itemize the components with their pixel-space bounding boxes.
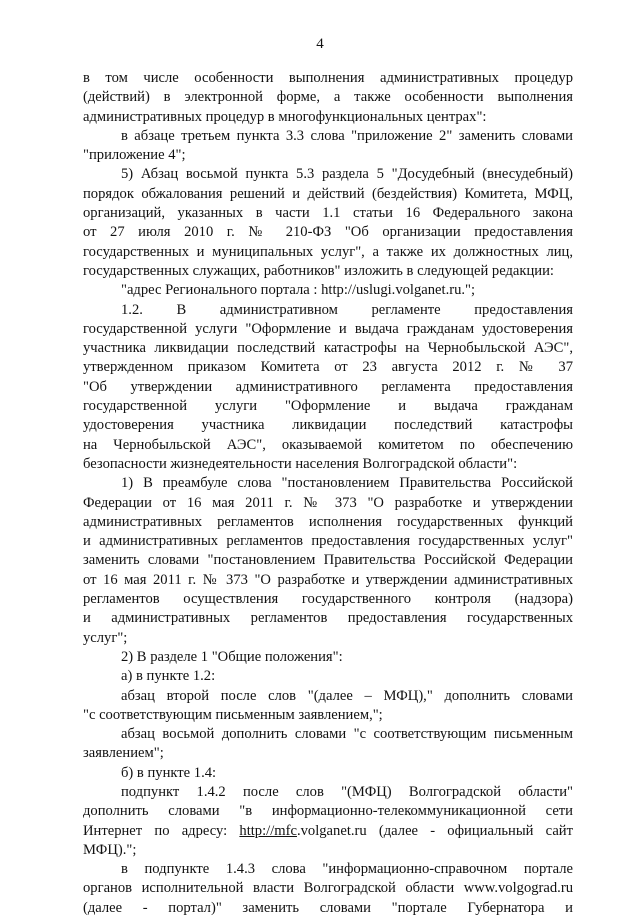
text-line: утвержденном приказом Комитета от 23 августа 2012 г. № 37: [83, 359, 573, 376]
text-line: организаций, указанных в части 1.1 статьи 16 Федерального закона: [83, 205, 573, 222]
text-line: абзац восьмой дополнить словами "с соответствующим письменным: [121, 726, 573, 743]
text-line: "приложение 4";: [83, 147, 186, 164]
text-line: регламентов осуществления государственного контроля (надзора): [83, 591, 573, 608]
text-line: МФЦ).";: [83, 841, 137, 858]
text-line: административных регламентов исполнения государственных функций: [83, 513, 573, 530]
text-line: и административных регламентов предоставления государственных услуг": [83, 533, 573, 550]
text-line: удостоверения участника ликвидации последствий катастрофы: [83, 417, 573, 434]
text-line: участника ликвидации последствий катастрофы на Чернобыльской АЭС",: [83, 340, 573, 357]
text-line: б) в пункте 1.4:: [121, 764, 217, 781]
text-line: от 27 июля 2010 г. № 210-ФЗ "Об организации предоставления: [83, 224, 573, 241]
text-line: заменить словами "постановлением Правительства Российской Федерации: [83, 552, 573, 569]
text-line: Федерации от 16 мая 2011 г. № 373 "О разработке и утверждении: [83, 494, 573, 511]
text-line: порядок обжалования решений и действий (бездействия) Комитета, МФЦ,: [83, 185, 573, 202]
text-line: государственной услуги "Оформление и выдача гражданам: [83, 398, 573, 415]
text-line: "адрес Регионального портала : http://uslugi.volganet.ru.";: [121, 282, 476, 299]
text-line: государственной услуги "Оформление и выдача гражданам удостоверения: [83, 320, 573, 337]
text-line: (действий) в электронной форме, а также особенности выполнения: [83, 89, 573, 106]
text-line: и административных регламентов предоставления государственных: [83, 610, 573, 627]
text-line: в подпункте 1.4.3 слова "информационно-справочном портале: [121, 861, 573, 878]
page-number: 4: [316, 36, 324, 52]
text-line: абзац второй после слов "(далее – МФЦ)," дополнить словами: [121, 687, 573, 704]
text-line: 5) Абзац восьмой пункта 5.3 раздела 5 "Досудебный (внесудебный): [121, 166, 573, 183]
text-line: в том числе особенности выполнения административных процедур: [83, 70, 573, 86]
text-line: на Чернобыльской АЭС", оказываемой комитетом по обеспечению: [83, 436, 573, 453]
text-line: подпункт 1.4.2 после слов "(МФЦ) Волгоградской области": [121, 783, 573, 800]
text-line: от 16 мая 2011 г. № 373 "О разработке и утверждении административных: [83, 571, 573, 588]
text-line: 1) В преамбуле слова "постановлением Правительства Российской: [121, 475, 573, 492]
text-line: услуг";: [83, 629, 128, 646]
text-line: Интернет по адресу: http://mfc.volganet.ru (далее - официальный сайт: [83, 822, 573, 839]
text-line: "Об утверждении административного регламента предоставления: [83, 378, 573, 395]
text-line: "с соответствующим письменным заявлением,";: [83, 706, 383, 723]
text-line: безопасности жизнедеятельности населения Волгоградской области":: [83, 455, 518, 472]
text-line: органов исполнительной власти Волгоградской области www.volgograd.ru: [83, 880, 573, 897]
text-line: (далее - портал)" заменить словами "портале Губернатора и: [83, 899, 573, 916]
text-line: 1.2. В административном регламенте предоставления: [121, 301, 573, 318]
body-text: [83, 69, 573, 918]
text-line: государственных и муниципальных услуг", а также их должностных лиц,: [83, 243, 573, 260]
text-line: административных процедур в многофункциональных центрах":: [83, 108, 487, 125]
text-line: а) в пункте 1.2:: [121, 668, 216, 685]
text-line: заявлением";: [83, 745, 164, 762]
text-line: 2) В разделе 1 "Общие положения":: [121, 648, 343, 665]
text-line: дополнить словами "в информационно-телекоммуникационной сети: [83, 803, 573, 820]
text-line: в абзаце третьем пункта 3.3 слова "приложение 2" заменить словами: [121, 127, 573, 144]
text-line: государственных служащих, работников" изложить в следующей редакции:: [83, 262, 554, 279]
mfc-link: http://mfc: [239, 822, 297, 839]
